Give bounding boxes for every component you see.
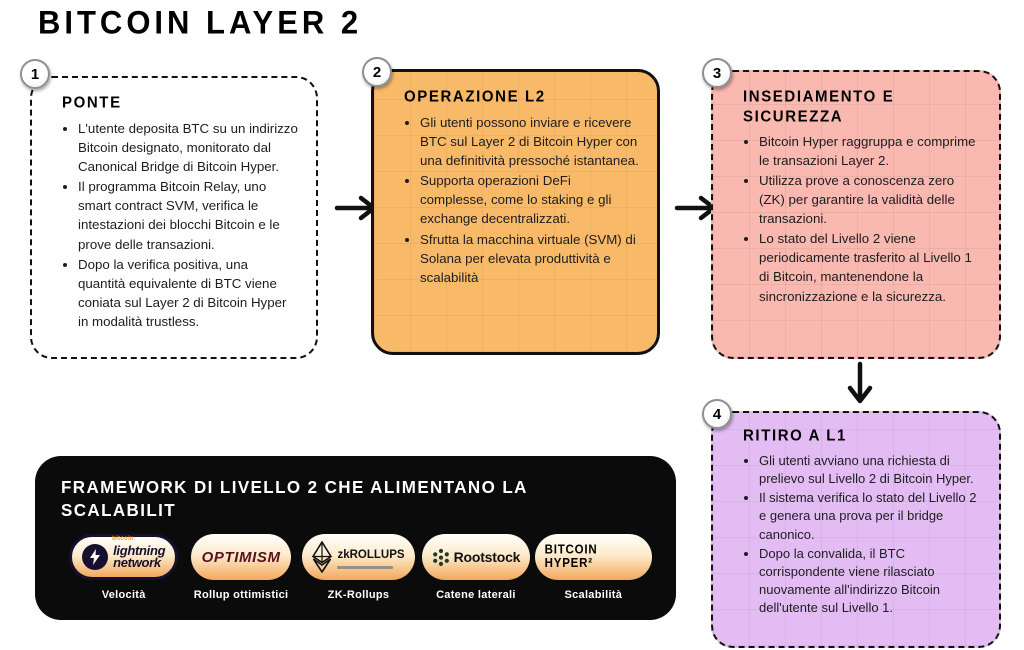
step-3-box-insediamento [711, 70, 1001, 359]
step-4-list [741, 452, 981, 618]
step-2-box-operazione-l2 [371, 69, 660, 355]
list-item: • Gli utenti avviano una richiesta di prelievo sul Livello 2 di Bitcoin Hyper. [759, 452, 981, 488]
list-item: • Dopo la convalida, il BTC corrispondente viene rilasciato nuovamente all'indirizzo Bitcoin dell'utente sul Livello 1. [759, 545, 981, 618]
page-title: BITCOIN LAYER 2 [38, 4, 363, 41]
step-3-title: INSEDIAMENTO E SICUREZZA [743, 88, 895, 126]
step-2-title: OPERAZIONE L2 [404, 88, 546, 106]
step-1-list [60, 119, 298, 332]
lightning-word: lightning [113, 542, 166, 558]
step-2-badge [362, 57, 392, 87]
list-item: • Il sistema verifica lo stato del Livello 2 e genera una prova per il bridge canonico. [759, 489, 981, 544]
step-1-badge [20, 59, 50, 89]
lightning-network-lockup [82, 536, 166, 571]
logo-caption: Rollup ottimistici [193, 589, 289, 602]
step-4-box-ritiro [711, 411, 1001, 648]
logo-row [61, 534, 656, 601]
ethereum-diamond-icon [312, 541, 332, 573]
lightning-bolt-icon [82, 544, 108, 570]
step-2-number: 2 [372, 63, 382, 81]
logo-caption: Catene laterali [436, 589, 516, 602]
logo-caption: Scalabilità [564, 589, 623, 602]
logo-col-zkrollups [300, 534, 417, 601]
rootstock-icon [432, 548, 450, 566]
bitcoin-hyper-logo [535, 534, 652, 580]
list-item: • Sfrutta la macchina virtuale (SVM) di Solana per elevata produttività e scalabilità [420, 230, 639, 287]
zkrollups-logo [302, 534, 414, 580]
step-3-number: 3 [712, 64, 722, 82]
step-1-box-ponte [30, 76, 318, 359]
lightning-network-logo [69, 534, 178, 580]
step-1-number: 1 [30, 65, 40, 83]
step-4-number: 4 [712, 405, 722, 423]
step-2-list [402, 113, 639, 287]
step-3-list [741, 132, 981, 306]
logo-col-rootstock [417, 534, 534, 601]
rootstock-wordmark: Rootstock [453, 549, 521, 566]
list-item: • L'utente deposita BTC su un indirizzo Bitcoin designato, monitorato dal Canonical Bridge di Bitcoin Hyper. [78, 119, 298, 176]
list-item: • Supporta operazioni DeFi complesse, come lo staking e gli exchange decentralizzati. [420, 171, 639, 228]
list-item: • Il programma Bitcoin Relay, uno smart contract SVM, verifica le intestazioni dei blocchi Bitcoin e le prove delle transazioni. [78, 177, 298, 254]
arrow-down-icon [846, 361, 874, 407]
list-item: • Dopo la verifica positiva, una quantità equivalente di BTC viene coniata sul Layer 2 di Bitcoin Hyper in modalità trustless. [78, 255, 298, 332]
list-item: • Lo stato del Livello 2 viene periodicamente trasferito al Livello 1 di Bitcoin, mantenendone la sincronizzazione e la sicurezza. [759, 229, 981, 306]
bitcoin-brand-label: bitcoin [112, 536, 134, 543]
list-item: • Bitcoin Hyper raggruppa e comprime le transazioni Layer 2. [759, 132, 981, 170]
logo-col-optimism [182, 534, 299, 601]
list-item: • Utilizza prove a conoscenza zero (ZK) per garantire la validità delle transazioni. [759, 171, 981, 228]
logo-col-bitcoin-hyper [535, 534, 652, 601]
step-4-badge [702, 399, 732, 429]
optimism-wordmark: OPTIMISM [201, 548, 281, 566]
zkrollups-wordmark: zkROLLUPS [337, 549, 405, 562]
step-4-title: RITIRO A L1 [743, 427, 847, 445]
banner-title: FRAMEWORK DI LIVELLO 2 CHE ALIMENTANO LA SCALABILIT [61, 477, 528, 521]
logo-col-lightning [65, 534, 182, 601]
zkrollups-tagline-bar [337, 566, 393, 569]
frameworks-banner [35, 456, 676, 620]
list-item: • Gli utenti possono inviare e ricevere BTC sul Layer 2 di Bitcoin Hyper con una definitività pressoché istantanea. [420, 113, 639, 170]
step-1-title: PONTE [62, 94, 122, 112]
logo-caption: ZK-Rollups [327, 589, 390, 602]
network-word: network [113, 555, 161, 571]
step-3-badge [702, 58, 732, 88]
optimism-logo [191, 534, 291, 580]
rootstock-logo [422, 534, 531, 580]
bitcoin-hyper-wordmark: BITCOIN HYPER² [544, 543, 598, 571]
logo-caption: Velocità [101, 589, 146, 602]
